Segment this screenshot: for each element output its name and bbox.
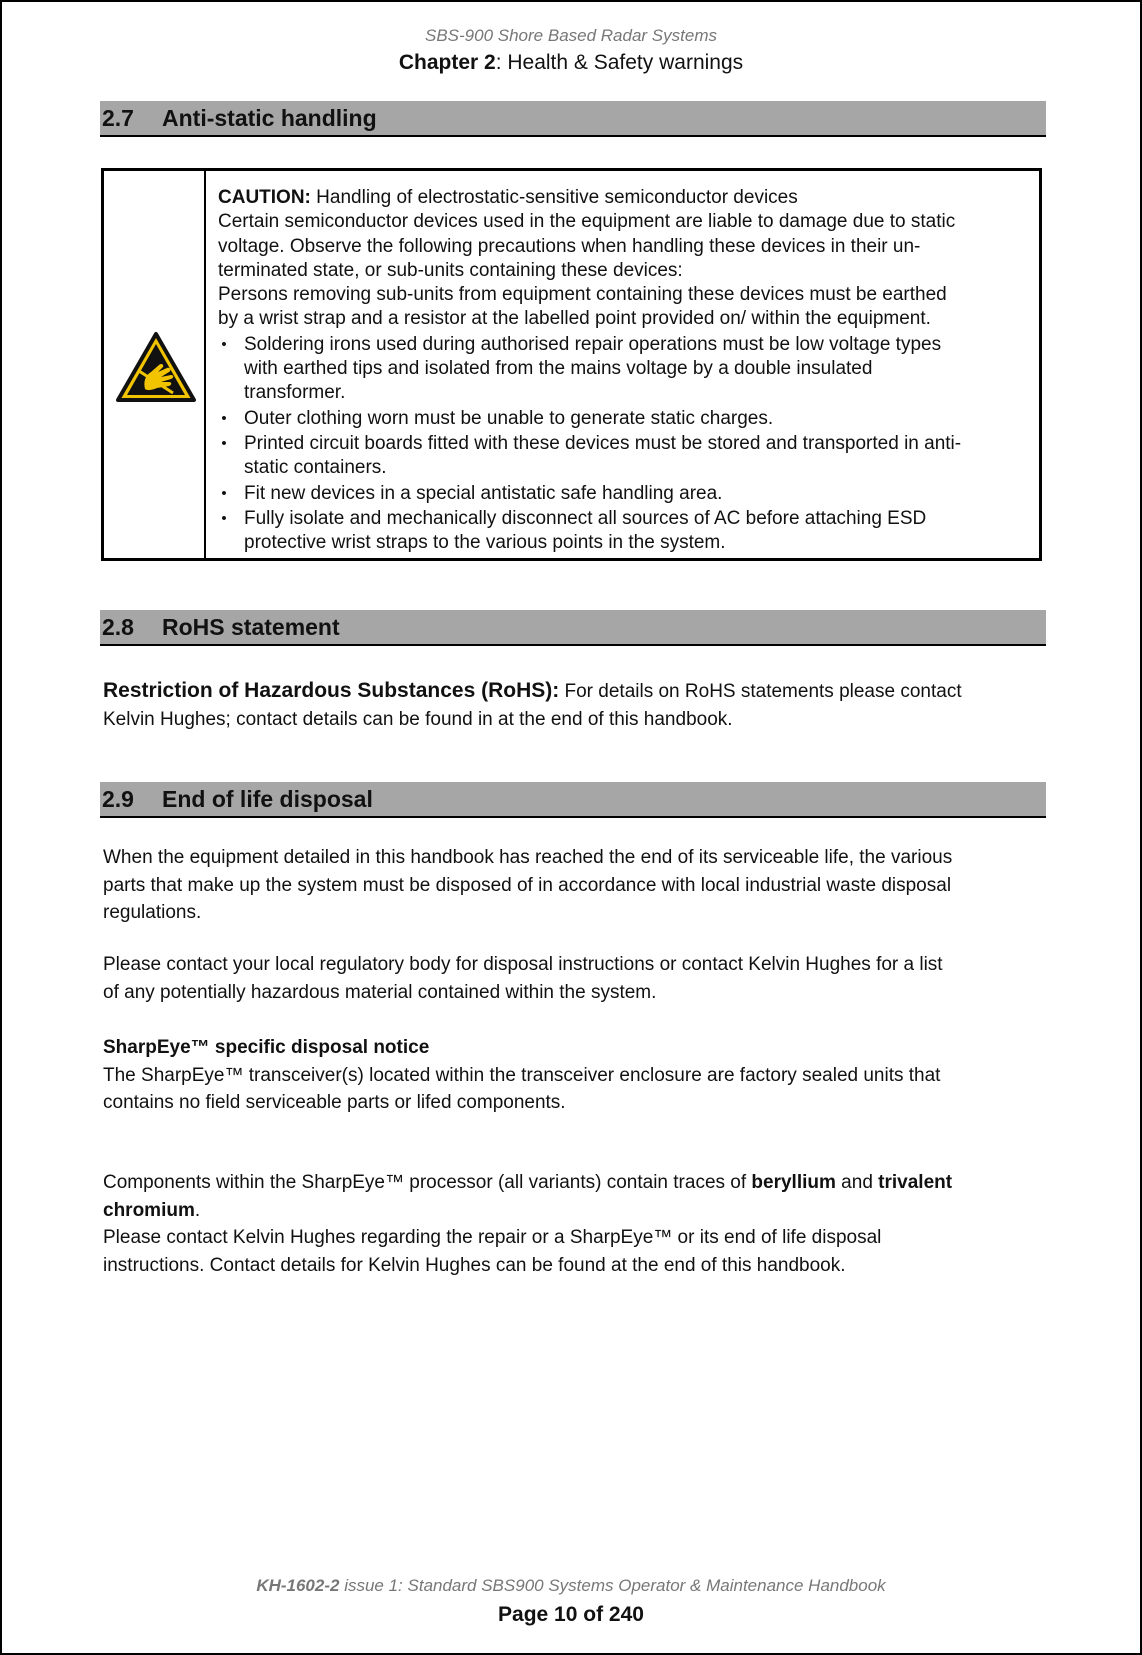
section-heading-disposal: [100, 782, 1046, 818]
section-number: 2.7: [102, 105, 134, 131]
bullet-line: protective wrist straps to the various points in the system.: [244, 532, 726, 554]
notice-heading: SharpEye™ specific disposal notice: [103, 1037, 430, 1058]
section-heading-antistatic: [100, 101, 1046, 137]
caution-icon-cell: [104, 171, 206, 558]
section-title: End of life disposal: [162, 786, 373, 812]
footer-doc-code: KH-1602-2: [256, 1576, 340, 1595]
text-line: contains no field serviceable parts or lifed components.: [103, 1092, 566, 1113]
chapter-label: Chapter 2: [398, 51, 496, 74]
section-title: Anti-static handling: [162, 105, 377, 131]
chromium-term: chromium: [103, 1199, 195, 1221]
bullet-line: with earthed tips and isolated from the mains voltage by a double insulated: [244, 358, 873, 380]
text-line: regulations.: [103, 902, 202, 923]
caution-intro-line: by a wrist strap and a resistor at the labelled point provided on/ within the equipment.: [218, 308, 931, 330]
caution-bullet-list: [218, 333, 1028, 556]
components-and: and: [835, 1172, 879, 1193]
list-item: [218, 407, 1028, 431]
bullet-dot: •: [221, 434, 227, 452]
header-doc-title: SBS-900 Shore Based Radar Systems: [425, 26, 717, 45]
bullet-dot: •: [221, 335, 227, 353]
disposal-paragraph: [103, 844, 1048, 927]
bullet-dot: •: [221, 509, 227, 527]
rohs-paragraph: [103, 677, 1048, 733]
section-heading-rohs: [100, 610, 1046, 646]
rohs-text: For details on RoHS statements please contact: [559, 681, 962, 702]
rohs-lead: Restriction of Hazardous Substances (RoHS):: [103, 679, 560, 702]
list-item: [218, 507, 1028, 556]
bullet-line: Soldering irons used during authorised repair operations must be low voltage types: [244, 333, 942, 355]
esd-warning-icon: [115, 331, 197, 403]
list-item: [218, 432, 1028, 481]
text-line: parts that make up the system must be disposed of in accordance with local industrial waste disposal: [103, 874, 952, 896]
components-end: .: [194, 1199, 201, 1221]
text-line: Please contact Kelvin Hughes regarding the repair or a SharpEye™ or its end of life disposal: [103, 1227, 882, 1248]
caution-heading-line: [218, 186, 1028, 210]
sharpeye-notice: [103, 1034, 1048, 1117]
caution-text: [218, 186, 1028, 555]
contact-paragraph: [103, 951, 1048, 1006]
text-line: Please contact your local regulatory body for disposal instructions or contact Kelvin Hughes for a list: [103, 954, 943, 975]
bullet-dot: •: [221, 409, 227, 427]
text-line: of any potentially hazardous material contained within the system.: [103, 981, 657, 1003]
text-line: [103, 1169, 1048, 1197]
text-line: When the equipment detailed in this handbook has reached the end of its serviceable life, the various: [103, 847, 953, 868]
section-number: 2.9: [102, 786, 134, 812]
bullet-line: Outer clothing worn must be unable to generate static charges.: [244, 407, 774, 429]
bullet-line: Printed circuit boards fitted with these devices must be stored and transported in anti-: [244, 432, 962, 454]
section-title: RoHS statement: [162, 614, 340, 640]
footer-page-number: Page 10 of 240: [498, 1603, 644, 1626]
text-line: [103, 1197, 1048, 1225]
bullet-line: static containers.: [244, 457, 387, 479]
caution-intro-line: Persons removing sub-units from equipment containing these devices must be earthed: [218, 284, 947, 306]
components-paragraph: [103, 1169, 1048, 1224]
beryllium-term: beryllium: [751, 1172, 836, 1193]
caution-intro-line: terminated state, or sub-units containing these devices:: [218, 259, 683, 281]
footer-doc-info: [2, 1576, 1140, 1596]
bullet-dot: •: [221, 484, 227, 502]
bullet-line: Fully isolate and mechanically disconnect all sources of AC before attaching ESD: [244, 507, 927, 529]
list-item: [218, 482, 1028, 506]
section-number: 2.8: [102, 614, 134, 640]
bullet-line: Fit new devices in a special antistatic safe handling area.: [244, 482, 723, 504]
repair-paragraph: [103, 1224, 1048, 1279]
components-text: Components within the SharpEye™ processor (all variants) contain traces of: [103, 1172, 752, 1193]
rohs-line: Kelvin Hughes; contact details can be found in at the end of this handbook.: [103, 708, 733, 730]
footer-doc-title: issue 1: Standard SBS900 Systems Operator & Maintenance Handbook: [339, 1576, 886, 1595]
list-item: [218, 333, 1028, 406]
text-line: The SharpEye™ transceiver(s) located within the transceiver enclosure are factory sealed units that: [103, 1064, 941, 1086]
caution-box: [101, 168, 1042, 561]
trivalent-term: trivalent: [878, 1172, 953, 1193]
caution-heading: Handling of electrostatic-sensitive semiconductor devices: [310, 187, 798, 208]
caution-intro-line: voltage. Observe the following precautions when handling these devices in their un-: [218, 235, 921, 257]
text-line: instructions. Contact details for Kelvin Hughes can be found at the end of this handbook.: [103, 1254, 846, 1276]
caution-label: CAUTION:: [218, 187, 311, 208]
bullet-line: transformer.: [244, 382, 346, 404]
chapter-title: : Health & Safety warnings: [495, 51, 744, 74]
caution-intro-line: Certain semiconductor devices used in the equipment are liable to damage due to static: [218, 211, 956, 233]
rohs-line: [103, 677, 1048, 706]
header-chapter: [2, 51, 1140, 75]
